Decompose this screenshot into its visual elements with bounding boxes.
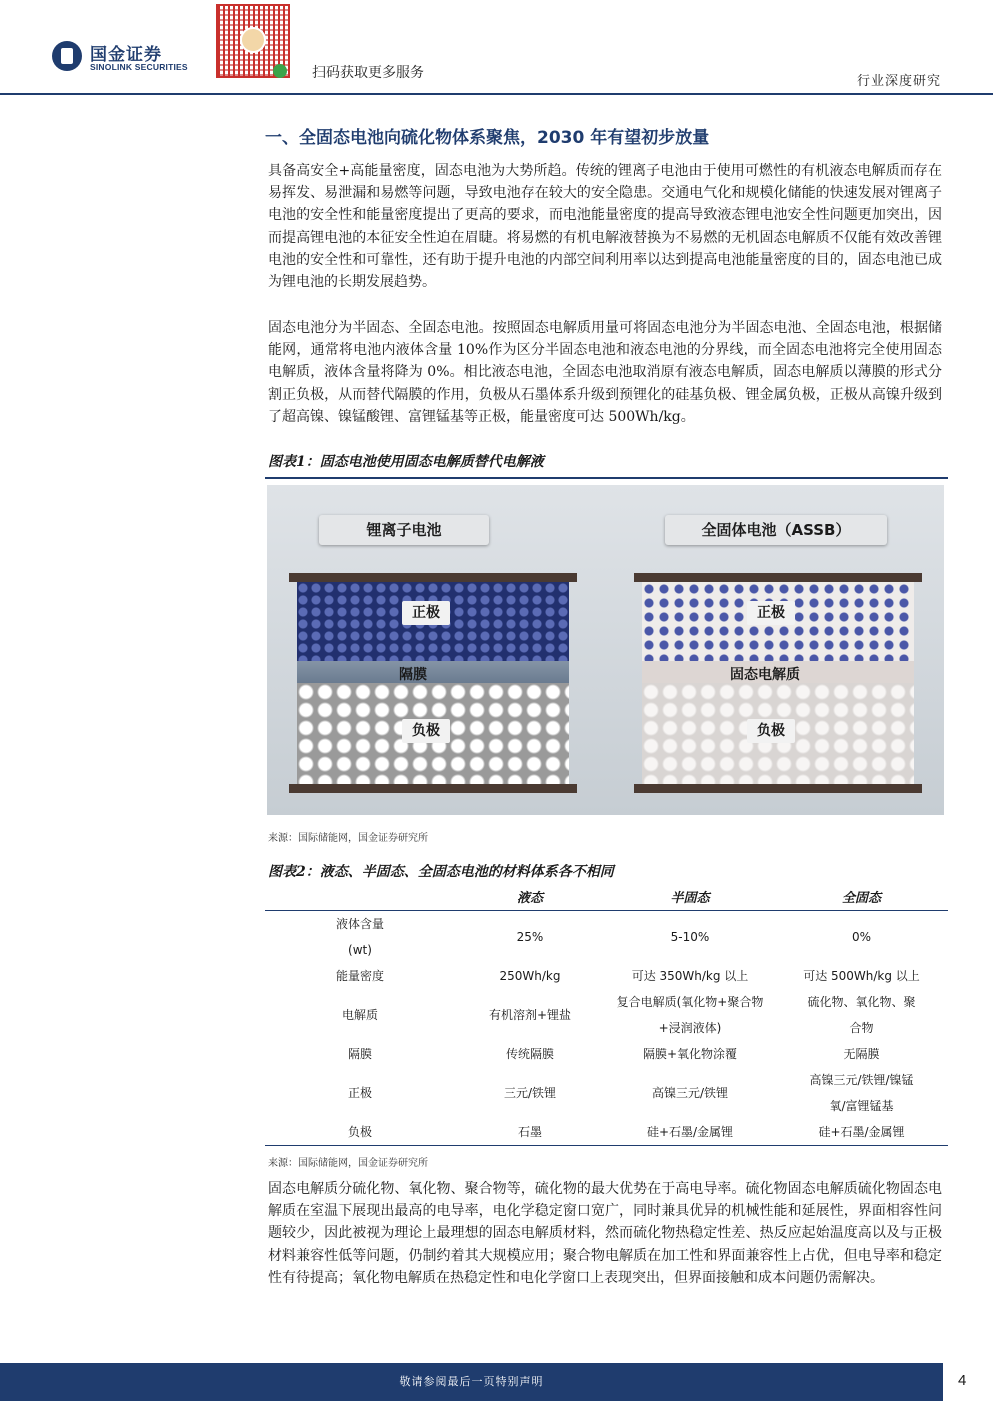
assb-battery-diagram: [634, 573, 922, 793]
table-row-label: 能量密度: [335, 968, 384, 983]
table-body: [265, 910, 948, 1145]
scan-prompt: 扫码获取更多服务: [312, 65, 424, 81]
li-ion-separator-label: 隔膜: [399, 667, 427, 683]
table-header-row: [265, 884, 948, 910]
sinolink-logo-icon: [52, 41, 82, 71]
section-title: 一、全固态电池向硫化物体系聚焦，2030 年有望初步放量: [265, 128, 710, 148]
table-row: [265, 1067, 948, 1119]
logo-chinese-name: 国金证券: [90, 45, 162, 65]
table-row: [265, 1119, 948, 1146]
table-row: [265, 1041, 948, 1067]
battery-bottom-collector: [289, 784, 577, 793]
table-header-cell: [265, 884, 455, 910]
footer-disclaimer[interactable]: 敬请参阅最后一页特别声明: [399, 1375, 544, 1388]
table-cell: 硅+石墨/金属锂: [775, 1119, 948, 1146]
table-cell: 隔膜+氧化物涂覆: [642, 1046, 738, 1061]
table-cell: 石墨: [455, 1119, 605, 1146]
materials-comparison-table: [265, 884, 948, 1146]
table-header-cell: 半固态: [605, 884, 775, 910]
table-row: [265, 910, 948, 963]
li-ion-cathode-label: 正极: [402, 601, 450, 625]
page-number: 4: [958, 1372, 967, 1389]
table-cell: 可达 500Wh/kg 以上: [803, 968, 920, 983]
battery-bottom-collector: [634, 784, 922, 793]
li-ion-battery-label: 锂离子电池: [319, 515, 489, 545]
report-type: 行业深度研究: [856, 74, 941, 89]
table-header-cell: 液态: [455, 884, 605, 910]
table-cell: 硫化物、氧化物、聚 合物: [807, 994, 916, 1035]
figure1-title-rule: [265, 477, 948, 479]
table-row: [265, 989, 948, 1041]
figure2-title: 图表2：液态、半固态、全固态电池的材料体系各不相同: [268, 864, 614, 880]
table-cell: 复合电解质(氧化物+聚合物 +浸润液体): [616, 994, 764, 1035]
assb-battery-label: 全固体电池（ASSB）: [665, 515, 887, 545]
table-cell: 无隔膜: [843, 1046, 880, 1061]
table-cell: 250Wh/kg: [499, 968, 561, 983]
paragraph-1: 具备高安全+高能量密度，固态电池为大势所趋。传统的锂离子电池由于使用可燃性的有机液态电解质而存在易挥发、易泄漏和易燃等问题，导致电池存在较大的安全隐患。交通电气化和规模化储能的快速发展对锂离子电池的安全性和能量密度提出了更高的要求，而电池能量密度的提高导致液态锂电池安全性问题更加突出，因而提高锂电池的本征安全性迫在眉睫。将易燃的有机电解液替换为不易燃的无机固态电解质不仅能有效改善锂电池的安全性和可靠性，还有助于提升电池的内部空间利用率以达到提高电池能量密度的目的，固态电池已成为锂电池的长期发展趋势。: [268, 163, 942, 291]
table-cell: 5-10%: [670, 929, 710, 944]
table-row-label: 液体含量 (wt): [335, 916, 384, 957]
table-row: [265, 963, 948, 989]
table-cell: 0%: [851, 929, 872, 944]
header-divider: [0, 93, 993, 95]
battery-top-collector: [289, 573, 577, 582]
table-cell: 可达 350Wh/kg 以上: [631, 968, 749, 983]
table-cell: 25%: [516, 929, 544, 944]
table-row-label: 负极: [265, 1119, 455, 1146]
wechat-badge-icon: [273, 64, 287, 78]
table-row-label: 正极: [347, 1085, 372, 1100]
table-cell: 有机溶剂+锂盐: [488, 1007, 572, 1022]
li-ion-separator-layer: [297, 661, 569, 683]
assb-electrolyte-label: 固态电解质: [730, 667, 800, 683]
table-cell: 硅+石墨/金属锂: [605, 1119, 775, 1146]
table-cell: 传统隔膜: [505, 1046, 554, 1061]
assb-anode-label: 负极: [747, 719, 795, 743]
figure1-title: 图表1：固态电池使用固态电解质替代电解液: [268, 454, 544, 470]
qr-center-logo-icon: [240, 27, 266, 53]
logo-english-name: SINOLINK SECURITIES: [90, 62, 188, 72]
table-cell: 高镍三元/铁锂: [651, 1085, 729, 1100]
figure1-source: 来源：国际储能网，国金证券研究所: [268, 833, 428, 844]
li-ion-battery-diagram: [289, 573, 577, 793]
figure1-illustration: [267, 485, 944, 815]
paragraph-2: 固态电池分为半固态、全固态电池。按照固态电解质用量可将固态电池分为半固态电池、全固态电池，根据储能网，通常将电池内液体含量 10%作为区分半固态电池和液态电池的分界线，而全固态电池将完全使用固态电解质，液体含量将降为 0%。相比液态电池，全固态电池取消原有液态电解质，固态电解质以薄膜的形式分割正负极，从而替代隔膜的作用，负极从石墨体系升级到预锂化的硅基负极、锂金属负极，正极从高镍升级到了超高镍、镍锰酸锂、富锂锰基等正极，能量密度可达 500Wh/kg。: [268, 320, 942, 425]
table-cell: 三元/铁锂: [503, 1085, 557, 1100]
paragraph-3: 固态电解质分硫化物、氧化物、聚合物等，硫化物的最大优势在于高电导率。硫化物固态电解质硫化物固态电解质在室温下展现出最高的电导率，电化学稳定窗口宽广，同时兼具优异的机械性能和延展性，界面相容性问题较少，因此被视为理论上最理想的固态电解质材料，然而硫化物热稳定性差、热反应起始温度高以及与正极材料兼容性低等问题，仍制约着其大规模应用；聚合物电解质在加工性和界面兼容性上占优，但电导率和稳定性有待提高；氧化物电解质在热稳定性和电化学窗口上表现突出，但界面接触和成本问题仍需解决。: [268, 1181, 942, 1286]
table-row-label: 电解质: [341, 1007, 378, 1022]
battery-top-collector: [634, 573, 922, 582]
assb-cathode-label: 正极: [747, 601, 795, 625]
figure2-source: 来源：国际储能网，国金证券研究所: [268, 1158, 428, 1169]
li-ion-anode-label: 负极: [402, 719, 450, 743]
table-row-label: 隔膜: [347, 1046, 372, 1061]
page-header: [0, 0, 993, 95]
table-cell: 高镍三元/铁锂/镍锰 氧/富锂锰基: [809, 1072, 914, 1113]
table-header-cell: 全固态: [775, 884, 948, 910]
